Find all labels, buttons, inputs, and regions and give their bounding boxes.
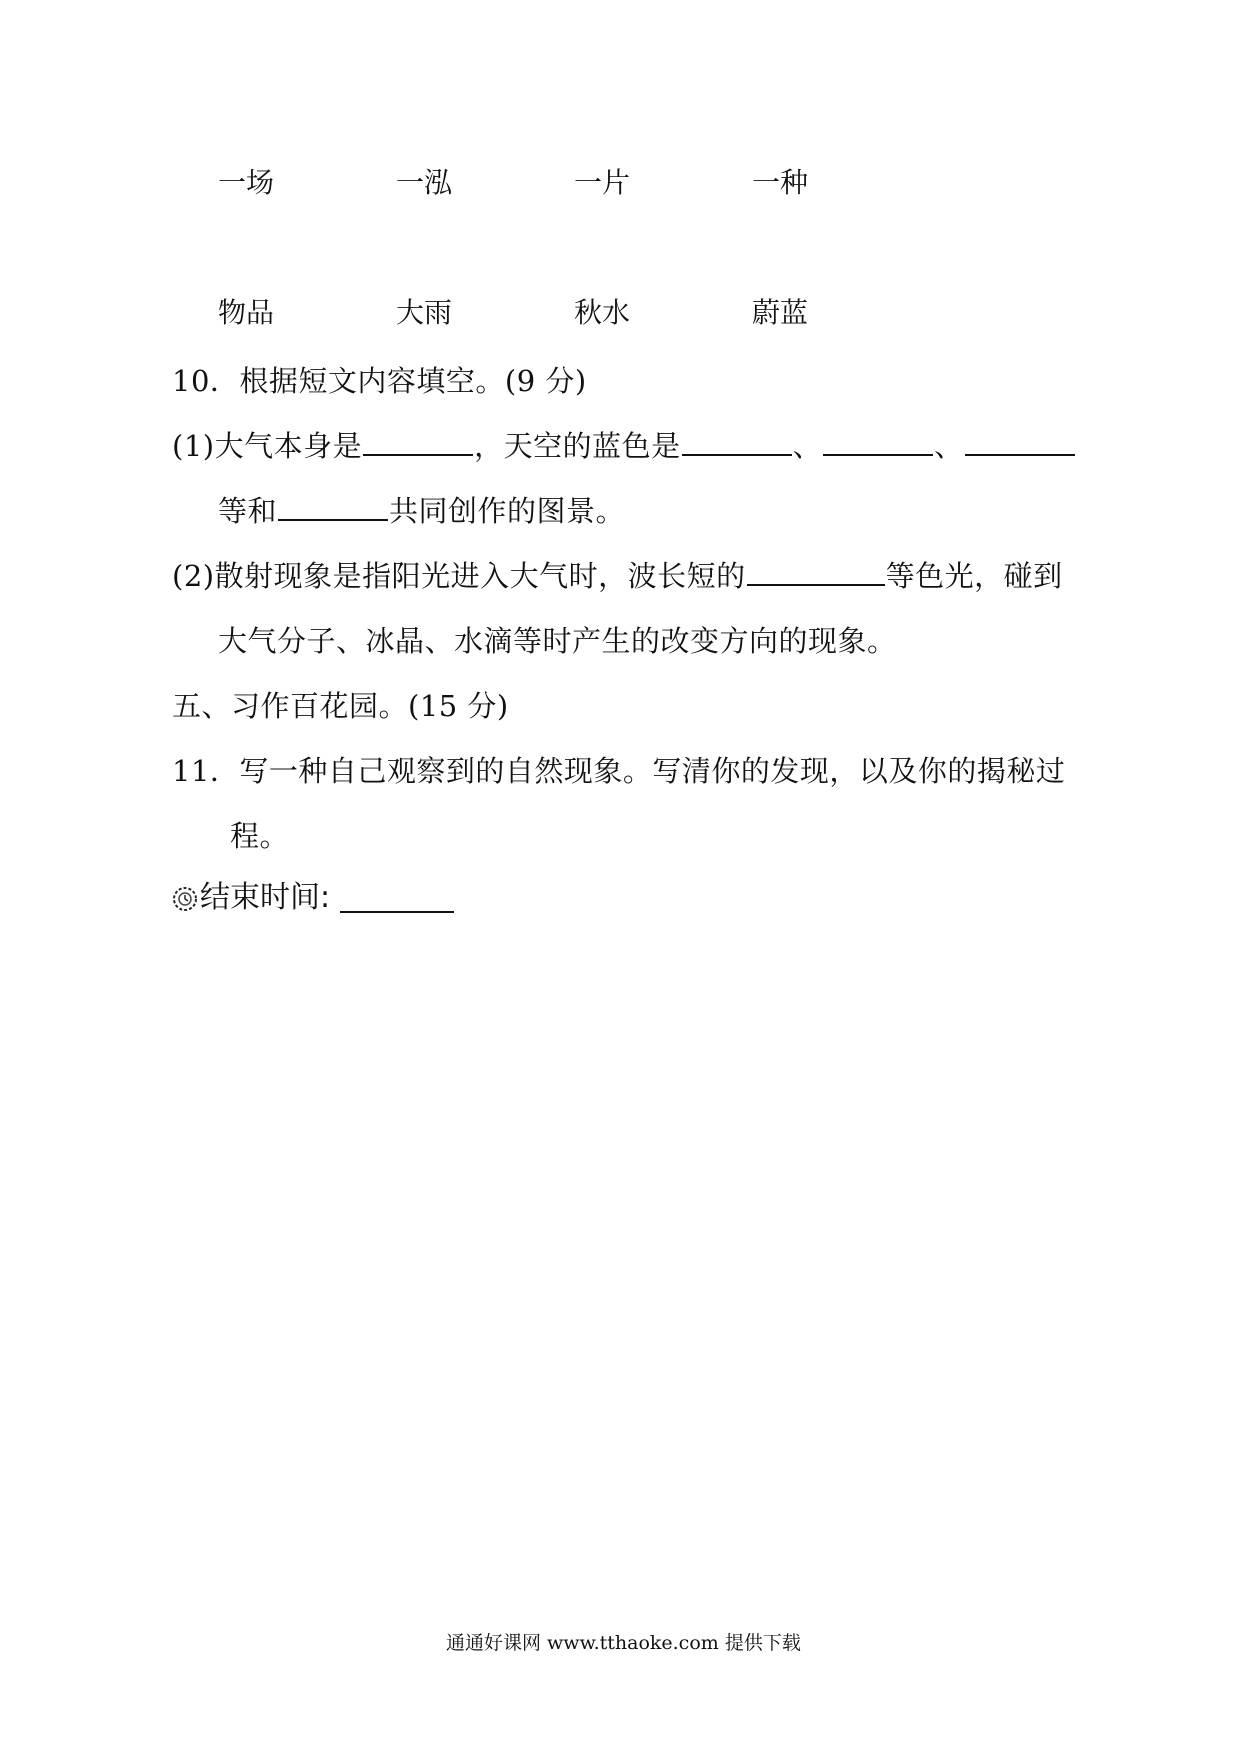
q10-p2-prefix: (2)散射现象是指阳光进入大气时，波长短的 bbox=[172, 559, 746, 593]
q10-p1-line2-suffix: 共同创作的图景。 bbox=[389, 494, 626, 528]
q10-part1-line2 bbox=[218, 493, 625, 529]
word-top-4: 一种 bbox=[752, 166, 809, 199]
end-time-row bbox=[172, 880, 454, 916]
word-bottom-1: 物品 bbox=[218, 296, 275, 329]
word-top-2: 一泓 bbox=[396, 166, 453, 199]
answer-blank-4[interactable] bbox=[965, 428, 1075, 456]
word-bottom-3: 秋水 bbox=[574, 296, 631, 329]
q10-p1-mid: ，天空的蓝色是 bbox=[474, 429, 681, 463]
word-top-3: 一片 bbox=[574, 166, 631, 199]
section5-title: 五、习作百花园。(15 分) bbox=[172, 689, 509, 723]
word-bottom-2: 大雨 bbox=[396, 296, 453, 329]
answer-blank-2[interactable] bbox=[682, 428, 792, 456]
q10-part1-line1 bbox=[172, 428, 1076, 464]
end-time-blank[interactable] bbox=[340, 883, 454, 913]
q10-p2-suffix: 等色光，碰到 bbox=[885, 559, 1063, 593]
q10-p1-prefix: (1)大气本身是 bbox=[172, 429, 363, 463]
word-bottom-4: 蔚蓝 bbox=[752, 296, 809, 329]
q10-part2-line2: 大气分子、冰晶、水滴等时产生的改变方向的现象。 bbox=[218, 624, 897, 658]
q11-line2: 程。 bbox=[230, 819, 290, 853]
answer-blank-5[interactable] bbox=[278, 493, 388, 521]
answer-blank-6[interactable] bbox=[747, 558, 885, 586]
q10-p1-sep2: 、 bbox=[934, 429, 964, 463]
footer-text: 通通好课网 www.tthaoke.com 提供下载 bbox=[446, 1632, 801, 1654]
q10-p1-sep1: 、 bbox=[792, 429, 823, 463]
q11-line1: 11．写一种自己观察到的自然现象。写清你的发现，以及你的揭秘过 bbox=[172, 754, 1066, 788]
clock-icon bbox=[172, 885, 198, 911]
q10-title: 10．根据短文内容填空。(9 分) bbox=[172, 364, 587, 398]
q10-p1-line2-prefix: 等和 bbox=[218, 494, 278, 528]
answer-blank-1[interactable] bbox=[363, 428, 473, 456]
answer-blank-3[interactable] bbox=[823, 428, 933, 456]
word-top-1: 一场 bbox=[218, 166, 275, 199]
end-time-label: 结束时间: bbox=[200, 880, 331, 915]
q10-part2-line1 bbox=[172, 558, 1063, 594]
